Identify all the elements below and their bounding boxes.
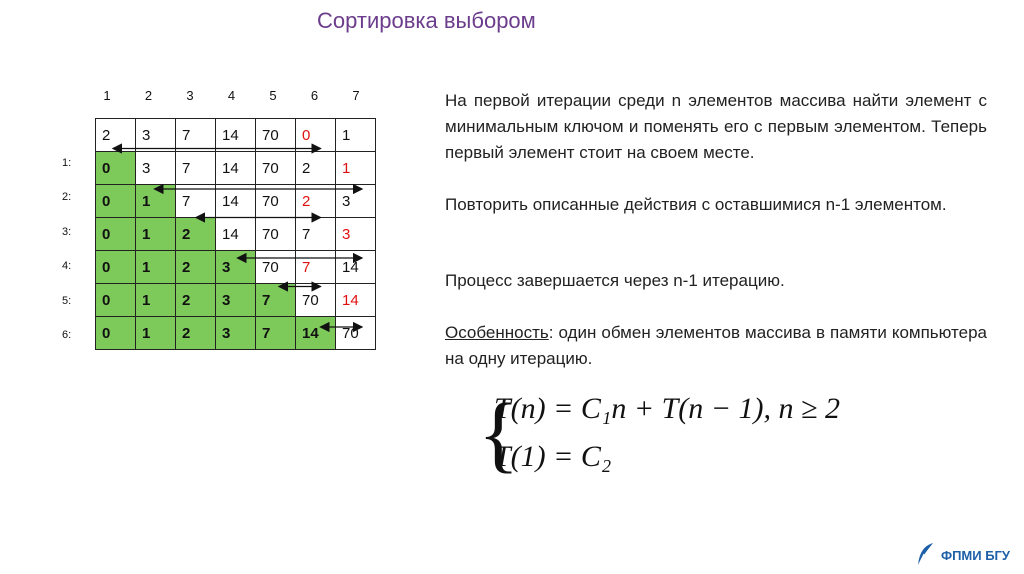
array-cell: 3 [136,119,176,152]
array-cell: 0 [96,251,136,284]
feature-label: Особенность [445,323,549,342]
array-cell: 1 [136,251,176,284]
array-cell: 7 [296,218,336,251]
array-cell: 3 [216,284,256,317]
array-cell: 7 [256,284,296,317]
array-cell: 7 [256,317,296,350]
row-label: 1: [62,156,72,169]
array-cell: 0 [96,218,136,251]
array-cell: 2 [296,185,336,218]
logo-text: ФПМИ БГУ [940,547,1010,563]
array-cell: 70 [296,284,336,317]
array-cell: 1 [336,152,376,185]
brace-symbol: { [478,385,520,481]
paragraph-3: Процесс завершается через n-1 итерацию. [445,271,785,290]
array-cell: 3 [336,185,376,218]
array-cell: 2 [176,317,216,350]
array-cell: 3 [216,251,256,284]
array-cell: 2 [96,119,136,152]
array-cell: 1 [136,284,176,317]
row-label: 4: [62,260,72,272]
array-cell: 70 [256,251,296,284]
column-number: 4 [227,88,236,103]
paragraph-1: На первой итерации среди n элементов массива найти элемент с минимальным ключом и поменять его с первым элементом. Теперь первый элемент стоит на своем месте. [445,91,987,162]
array-cell: 1 [136,185,176,218]
array-cell: 1 [336,119,376,152]
array-cell: 7 [176,185,216,218]
array-cell: 14 [336,284,376,317]
array-cell: 7 [176,119,216,152]
array-cell: 0 [96,185,136,218]
array-cell: 14 [336,251,376,284]
array-cell: 0 [296,119,336,152]
array-cell: 70 [256,119,296,152]
array-cell: 14 [216,119,256,152]
array-cell: 7 [296,251,336,284]
array-cell: 14 [296,317,336,350]
array-cell: 3 [216,317,256,350]
row-label: 6: [62,329,72,341]
array-cell: 2 [296,152,336,185]
column-number: 6 [310,88,319,103]
array-cell: 7 [176,152,216,185]
row-label: 3: [62,225,72,238]
array-cell: 1 [136,218,176,251]
array-cell: 70 [336,317,376,350]
formula-line-1: T(n) = C₁n + T(n − 1), n ≥ 2 [494,392,840,425]
paragraph-2: Повторить описанные действия с оставшимися n-1 элементом. [445,195,947,214]
array-cell: 0 [96,284,136,317]
array-cell: 2 [176,218,216,251]
row-label: 2: [62,191,72,203]
paragraph-4 [445,320,987,372]
array-cell: 70 [256,185,296,218]
formula-line-2: T(1) = C₂ [494,440,612,473]
array-cell: 0 [96,317,136,350]
array-cell: 14 [216,218,256,251]
array-cell: 14 [216,152,256,185]
array-cell: 70 [256,152,296,185]
column-number: 7 [352,88,360,103]
recurrence-formula [478,385,858,488]
array-cell: 0 [96,152,136,185]
array-cell: 70 [256,218,296,251]
array-cell: 2 [176,251,216,284]
column-number: 3 [186,88,194,103]
array-cell: 2 [176,284,216,317]
feature-text: : один обмен элементов массива в памяти компьютера на одну итерацию. [445,323,987,368]
array-cell: 3 [336,218,376,251]
row-label: 5: [62,294,72,307]
array-cell: 14 [216,185,256,218]
column-number: 1 [103,88,111,103]
feather-icon [915,542,937,568]
column-number: 2 [144,88,153,103]
array-cell: 1 [136,317,176,350]
slide-title: Сортировка выбором [317,8,536,33]
column-number: 5 [269,88,277,103]
logo [915,542,1010,568]
array-cell: 3 [136,152,176,185]
